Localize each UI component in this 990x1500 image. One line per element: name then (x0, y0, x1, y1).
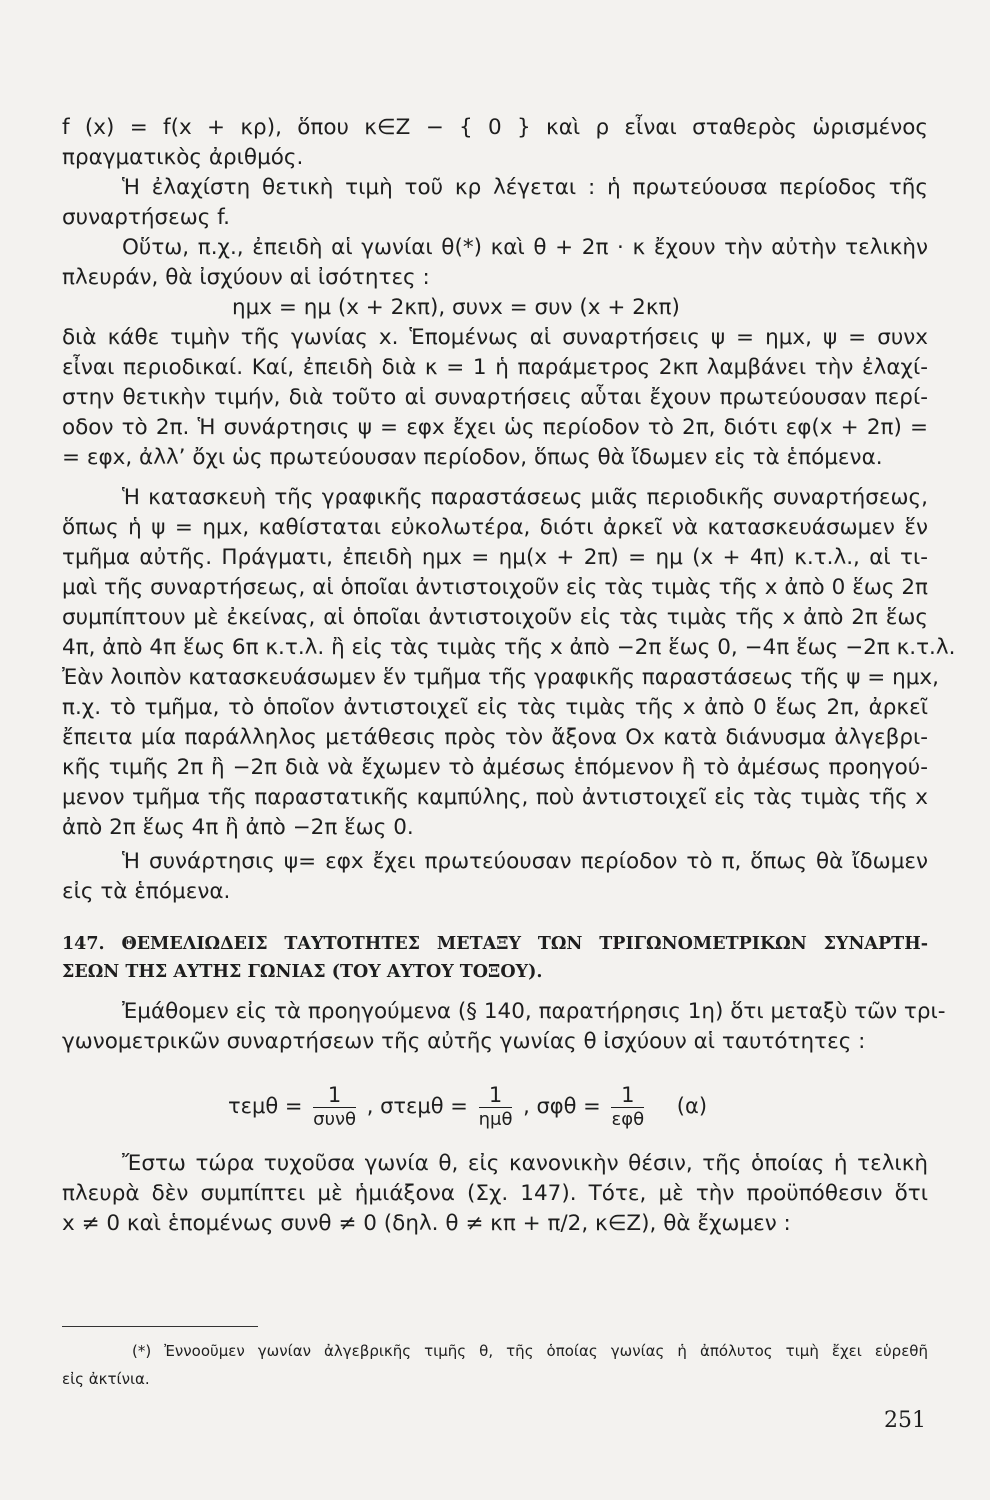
text-line: ἔπειτα μία παράλληλος μετάθεσις πρὸς τὸν ἄξονα Οx κατὰ διάνυσμα ἀλγεβρι- (62, 725, 928, 750)
text-line: 4π, ἀπὸ 4π ἕως 6π κ.τ.λ. ἢ εἰς τὰς τιμὰς τῆς x ἀπὸ −2π ἕως 0, −4π ἕως −2π κ.τ.λ. (62, 635, 956, 660)
denominator: εφθ (611, 1108, 645, 1130)
text-line: Ἐμάθομεν εἰς τὰ προηγούμενα (§ 140, παρατήρησις 1η) ὅτι μεταξὺ τῶν τρι- (122, 999, 946, 1024)
text-line: μενον τμῆμα τῆς παραστατικῆς καμπύλης, ποὺ ἀντιστοιχεῖ εἰς τὰς τιμὰς τῆς x (62, 785, 928, 810)
section-heading-line: 147. ΘΕΜΕΛΙΩΔΕΙΣ ΤΑΥΤΟΤΗΤΕΣ ΜΕΤΑΞΥ ΤΩΝ ΤΡΙΓΩΝΟΜΕΤΡΙΚΩΝ ΣΥΝΑΡΤΗ- (62, 934, 928, 954)
equation-line: ημx = ημ (x + 2κπ), συνx = συν (x + 2κπ) (232, 295, 680, 320)
footnote-rule (62, 1326, 258, 1327)
numerator: 1 (611, 1083, 644, 1108)
numerator: 1 (313, 1083, 356, 1108)
text-line: π.χ. τὸ τμῆμα, τὸ ὁποῖον ἀντιστοιχεῖ εἰς τὰς τιμὰς τῆς x ἀπὸ 0 ἕως 2π, ἀρκεῖ (62, 695, 928, 720)
text-line: γωνομετρικῶν συναρτήσεων τῆς αὐτῆς γωνίας θ ἰσχύουν αἱ ταυτότητες : (62, 1029, 866, 1054)
footnote-line: (*) Ἐννοοῦμεν γωνίαν ἀλγεβρικῆς τιμῆς θ, τῆς ὁποίας γωνίας ἡ ἀπόλυτος τιμὴ ἔχει εὑρεθῆ (132, 1342, 928, 1360)
text-line: Ἡ συνάρτησις ψ= εφx ἔχει πρωτεύουσαν περίοδον τὸ π, ὅπως θὰ ἴδωμεν (122, 849, 928, 874)
section-heading (62, 930, 928, 986)
formula-term: τεμθ = (228, 1094, 303, 1118)
formula-term: , στεμθ = (366, 1094, 468, 1118)
text-line: οδον τὸ 2π. Ἡ συνάρτησις ψ = εφx ἔχει ὡς περίοδον τὸ 2π, διότι εφ(x + 2π) = (62, 415, 928, 440)
text-line: f (x) = f(x + κρ), ὅπου κ∈Z − { 0 } καὶ ρ εἶναι σταθερὸς ὡρισμένος (62, 115, 928, 140)
text-line: ὅπως ἡ ψ = ημx, καθίσταται εὐκολωτέρα, διότι ἀρκεῖ νὰ κατασκευάσωμεν ἕν (62, 515, 928, 540)
text-line: κῆς τιμῆς 2π ἢ −2π διὰ νὰ ἔχωμεν τὸ ἀμέσως ἑπόμενον ἢ τὸ ἀμέσως προηγού- (62, 755, 928, 780)
text-line: Οὕτω, π.χ., ἐπειδὴ αἱ γωνίαι θ(*) καὶ θ + 2π · κ ἔχουν τὴν αὐτὴν τελικὴν (122, 235, 928, 260)
text-line: συμπίπτουν μὲ ἐκείνας, αἱ ὁποῖαι ἀντιστοιχοῦν εἰς τὰς τιμὰς τῆς x ἀπὸ 2π ἕως (62, 605, 928, 630)
text-line: Ἡ κατασκευὴ τῆς γραφικῆς παραστάσεως μιᾶς περιοδικῆς συναρτήσεως, (122, 485, 928, 510)
formula-tag: (α) (676, 1094, 708, 1118)
fraction (611, 1083, 644, 1132)
page-number: 251 (884, 1408, 926, 1433)
numerator: 1 (479, 1083, 513, 1108)
text-line: στην θετικὴν τιμήν, διὰ τοῦτο αἱ συναρτήσεις αὗται ἔχουν πρωτεύουσαν περί- (62, 385, 928, 410)
section-heading-line: ΣΕΩΝ ΤΗΣ ΑΥΤΗΣ ΓΩΝΙΑΣ (ΤΟΥ ΑΥΤΟΥ ΤΟΞΟΥ). (62, 962, 543, 982)
text-line: Ἔστω τώρα τυχοῦσα γωνία θ, εἰς κανονικὴν θέσιν, τῆς ὁποίας ἡ τελικὴ (122, 1151, 928, 1176)
text-line: πραγματικὸς ἀριθμός. (62, 145, 304, 170)
text-line: Ἡ ἐλαχίστη θετικὴ τιμὴ τοῦ κρ λέγεται : ἡ πρωτεύουσα περίοδος τῆς (122, 175, 928, 200)
text-line: συναρτήσεως f. (62, 205, 231, 230)
fraction (479, 1083, 513, 1132)
text-line: = εφx, ἀλλ’ ὄχι ὡς πρωτεύουσαν περίοδον, ὅπως θὰ ἴδωμεν εἰς τὰ ἑπόμενα. (62, 445, 883, 470)
text-line: ἀπὸ 2π ἕως 4π ἢ ἀπὸ −2π ἕως 0. (62, 815, 414, 840)
text-line: πλευρὰ δὲν συμπίπτει μὲ ἡμιάξονα (Σχ. 147). Τότε, μὲ τὴν προϋπόθεσιν ὅτι (62, 1181, 928, 1206)
formula-term: , σφθ = (523, 1094, 601, 1118)
identities-formula (228, 1078, 707, 1134)
text-line: Ἐὰν λοιπὸν κατασκευάσωμεν ἕν τμῆμα τῆς γραφικῆς παραστάσεως τῆς ψ = ημx, (62, 665, 939, 690)
text-line: x ≠ 0 καὶ ἑπομένως συνθ ≠ 0 (δηλ. θ ≠ κπ + π/2, κ∈Z), θὰ ἔχωμεν : (62, 1211, 791, 1236)
text-line: τμῆμα αὐτῆς. Πράγματι, ἐπειδὴ ημx = ημ(x + 2π) = ημ (x + 4π) κ.τ.λ., αἱ τι- (62, 545, 928, 570)
footnote-line: εἰς ἀκτίνια. (62, 1370, 150, 1388)
denominator: συνθ (313, 1108, 357, 1130)
text-line: εἶναι περιοδικαί. Καί, ἐπειδὴ διὰ κ = 1 ἡ παράμετρος 2κπ λαμβάνει τὴν ἐλαχί- (62, 355, 928, 380)
text-line: εἰς τὰ ἑπόμενα. (62, 879, 231, 904)
fraction (313, 1083, 356, 1132)
text-line: πλευράν, θὰ ἰσχύουν αἱ ἰσότητες : (62, 265, 430, 290)
text-line: διὰ κάθε τιμὴν τῆς γωνίας x. Ἑπομένως αἱ συναρτήσεις ψ = ημx, ψ = συνx (62, 325, 928, 350)
text-line: μαὶ τῆς συναρτήσεως, αἱ ὁποῖαι ἀντιστοιχοῦν εἰς τὰς τιμὰς τῆς x ἀπὸ 0 ἕως 2π (62, 575, 928, 600)
denominator: ημθ (478, 1108, 513, 1130)
